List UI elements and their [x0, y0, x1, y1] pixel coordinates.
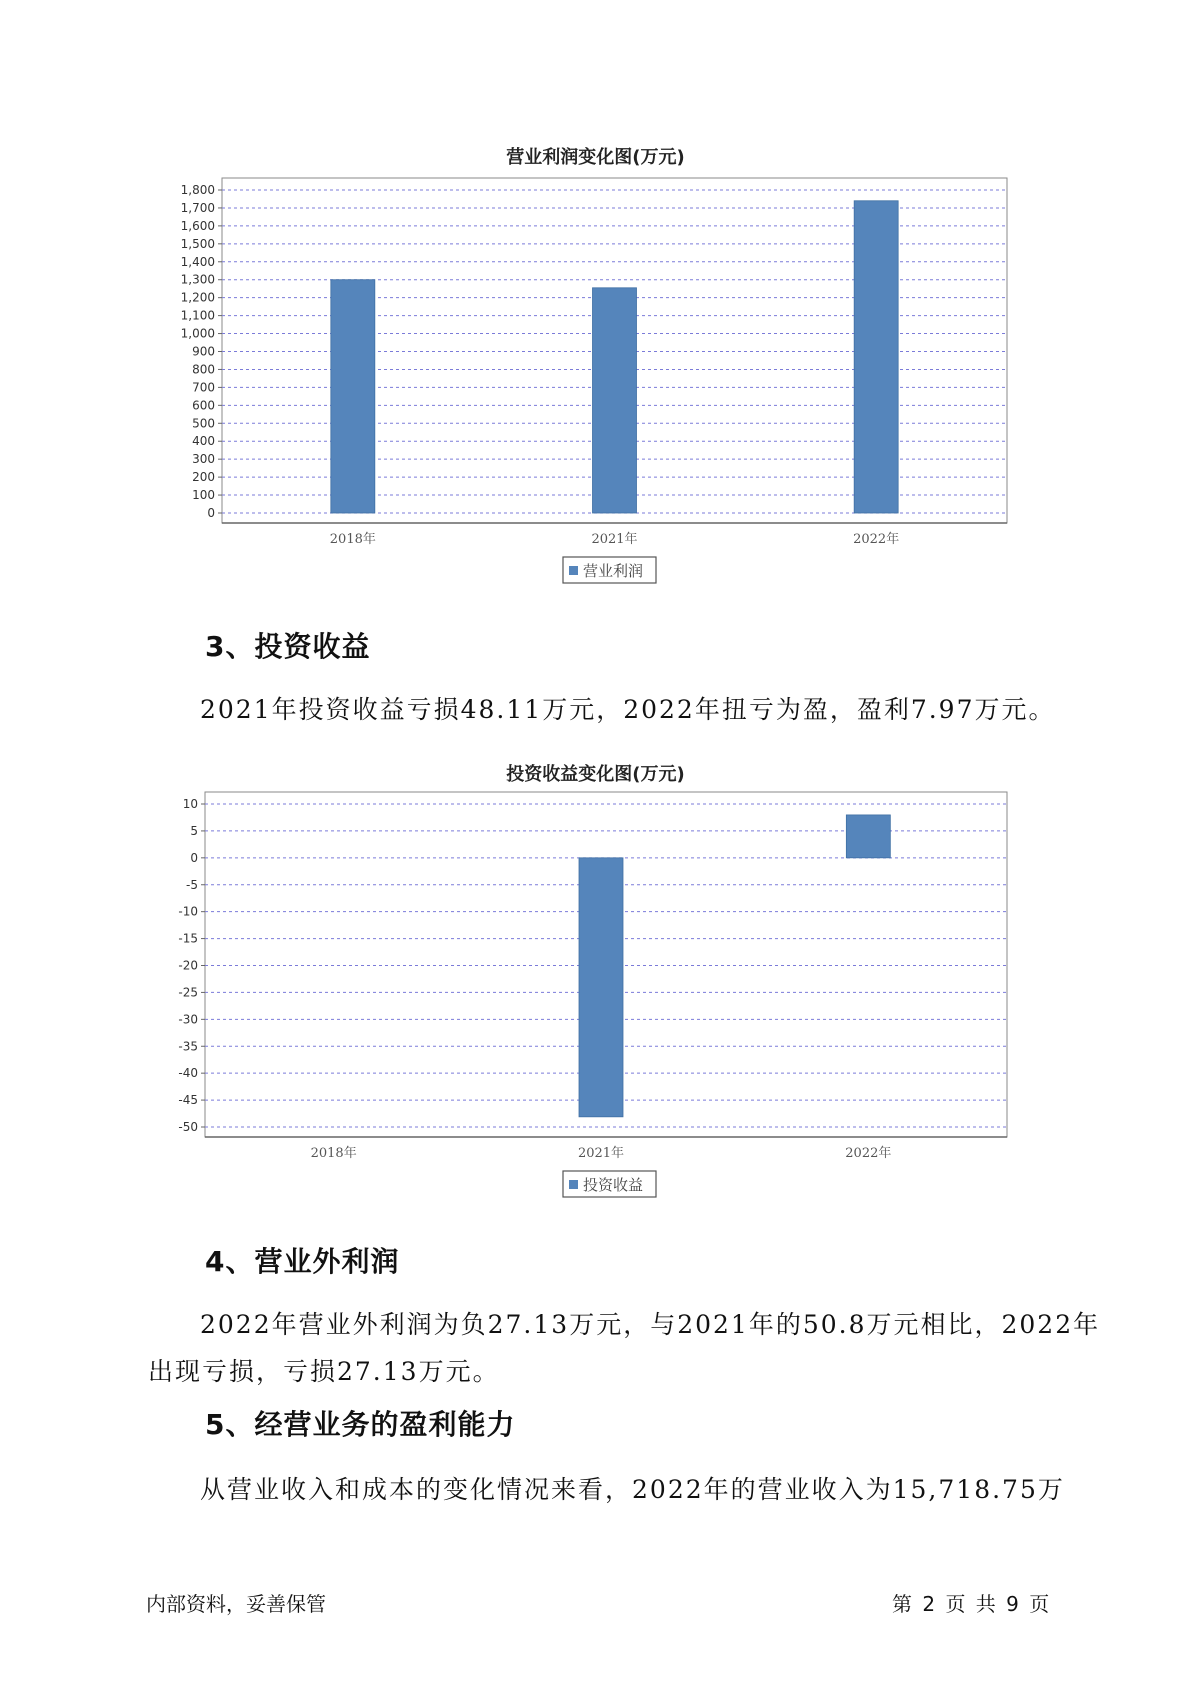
y-tick-label: -50 — [178, 1120, 198, 1134]
chart-title-operating-profit: 营业利润变化图(万元) — [506, 147, 685, 168]
y-tick-label: 1,100 — [180, 308, 215, 323]
x-tick-label: 2022年 — [845, 1146, 892, 1161]
legend-swatch — [569, 566, 578, 575]
y-tick-label: -10 — [178, 904, 198, 919]
legend-swatch — [569, 1180, 578, 1189]
section-3-heading: 3、投资收益 — [205, 630, 371, 663]
y-tick-label: -35 — [178, 1039, 198, 1054]
y-tick-label: 200 — [192, 470, 215, 485]
section-5-text-line1: 从营业收入和成本的变化情况来看，2022年的营业收入为15,718.75万 — [200, 1475, 1065, 1504]
y-tick-label: 900 — [192, 344, 215, 359]
y-tick-label: 1,800 — [180, 183, 215, 197]
y-tick-label: -5 — [186, 877, 198, 892]
y-tick-label: -20 — [178, 958, 198, 973]
y-tick-label: -45 — [178, 1093, 198, 1108]
y-tick-label: 10 — [182, 797, 198, 811]
y-tick-label: 400 — [192, 434, 215, 449]
y-tick-label: 800 — [192, 362, 215, 377]
y-tick-label: 0 — [207, 506, 215, 520]
x-tick-label: 2018年 — [329, 532, 376, 547]
legend-label: 投资收益 — [583, 1176, 644, 1194]
x-tick-label: 2018年 — [310, 1146, 357, 1161]
footer-confidential-note: 内部资料，妥善保管 — [146, 1592, 326, 1616]
bar-2021年 — [593, 288, 637, 513]
section-4-heading: 4、营业外利润 — [205, 1245, 400, 1278]
y-tick-label: 500 — [192, 416, 215, 431]
investment-income-chart — [0, 780, 1191, 1200]
y-tick-label: -15 — [178, 931, 198, 946]
y-tick-label: 600 — [192, 398, 215, 413]
y-tick-label: 700 — [192, 380, 215, 395]
y-tick-label: 1,200 — [180, 290, 215, 305]
section-4-text-line2: 出现亏损，亏损27.13万元。 — [148, 1357, 500, 1386]
bar-2018年 — [331, 280, 375, 513]
section-3-text: 2021年投资收益亏损48.11万元，2022年扭亏为盈，盈利7.97万元。 — [200, 695, 1056, 724]
y-tick-label: 1,500 — [180, 236, 215, 251]
y-tick-label: -40 — [178, 1066, 198, 1081]
y-tick-label: 1,400 — [180, 254, 215, 269]
section-5-heading: 5、经营业务的盈利能力 — [205, 1408, 516, 1441]
y-tick-label: 300 — [192, 452, 215, 467]
y-tick-label: 100 — [192, 488, 215, 503]
bar-2022年 — [846, 815, 890, 858]
bar-2022年 — [854, 201, 898, 513]
y-tick-label: 1,600 — [180, 218, 215, 233]
section-4-text-line1: 2022年营业外利润为负27.13万元，与2021年的50.8万元相比，2022年 — [200, 1310, 1101, 1339]
footer-page-number: 第 2 页 共 9 页 — [892, 1592, 1050, 1616]
x-tick-label: 2022年 — [853, 532, 900, 547]
y-tick-label: 1,300 — [180, 272, 215, 287]
y-tick-label: 0 — [190, 850, 198, 865]
y-tick-label: -25 — [178, 985, 198, 1000]
x-tick-label: 2021年 — [577, 1146, 625, 1161]
y-tick-label: 5 — [190, 823, 198, 838]
y-tick-label: 1,700 — [180, 200, 215, 215]
bar-2021年 — [579, 858, 623, 1117]
operating-profit-chart — [0, 165, 1191, 585]
y-tick-label: -30 — [178, 1012, 198, 1027]
x-tick-label: 2021年 — [591, 532, 638, 547]
legend-label: 营业利润 — [583, 562, 644, 580]
chart-title-investment-income: 投资收益变化图(万元) — [506, 764, 685, 785]
y-tick-label: 1,000 — [180, 326, 215, 341]
